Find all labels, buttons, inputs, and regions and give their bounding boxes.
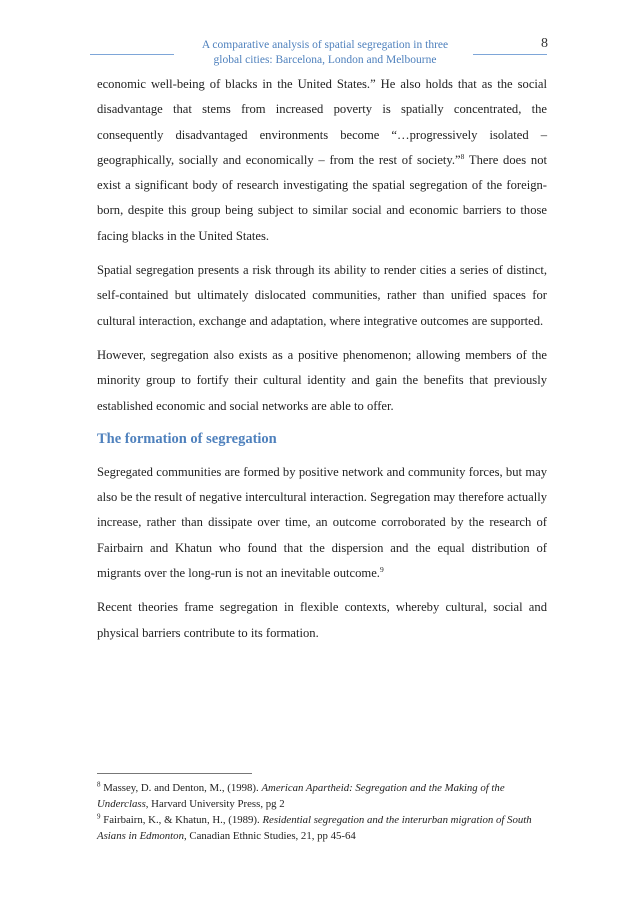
page-number: 8 (541, 36, 548, 51)
footnote-separator (97, 773, 252, 774)
footnote-8 (97, 781, 552, 812)
running-header (180, 38, 470, 68)
paragraph-3: However, segregation also exists as a positive phenomenon; allowing members of the minority group to fortify their cultural identity and gain the benefits that previously established economic and social networks are able to offer. (97, 347, 547, 413)
footnotes (97, 781, 552, 845)
running-header-line-2: global cities: Barcelona, London and Melbourne (213, 54, 437, 66)
footnote-publisher: , Harvard University Press, pg 2 (145, 797, 285, 810)
paragraph-4 (97, 460, 547, 586)
paragraph-1-text: economic well-being of blacks in the United States.” He also holds that as the social disadvantage that stems from increased poverty is spatially concentrated, the consequently disadvantaged environments become “…progressively isolated – geographically, socially and economically – from the rest of society.” (97, 77, 547, 167)
footnote-number: 9 (97, 812, 101, 821)
footnote-number: 8 (97, 780, 101, 789)
footnote-ref-9[interactable]: 9 (379, 564, 384, 574)
header-rule-left (90, 54, 174, 55)
footnote-ref-8[interactable]: 8 (460, 151, 465, 161)
footnote-9 (97, 813, 552, 844)
footnote-publisher: , Canadian Ethnic Studies, 21, pp 45-64 (183, 829, 356, 842)
header-rule-right (473, 54, 547, 55)
running-header-line-1: A comparative analysis of spatial segregation in three (201, 39, 449, 51)
section-heading: The formation of segregation (97, 430, 277, 447)
page-body (97, 72, 547, 655)
footnote-title: Residential segregation and the interurban migration of South Asians in Edmonton (97, 814, 532, 842)
paragraph-5: Recent theories frame segregation in flexible contexts, whereby cultural, social and physical barriers contribute to its formation. (97, 600, 547, 640)
paragraph-1 (97, 72, 547, 249)
footnote-authors: Fairbairn, K., & Khatun, H., (1989). (100, 814, 263, 826)
paragraph-2: Spatial segregation presents a risk through its ability to render cities a series of distinct, self-contained but ultimately dislocated communities, rather than unified spaces for cultural interaction, exchange and adaptation, where integrative outcomes are supported. (97, 263, 547, 328)
paragraph-4-text: Segregated communities are formed by positive network and community forces, but may also be the result of negative intercultural interaction. Segregation may therefore actually increase, rather than dissipate over time, an outcome corroborated by the research of Fairbairn and Khatun who found that the dispersion and the equal distribution of migrants over the long-run is not an inevitable outcome. (97, 464, 547, 581)
footnote-authors: Massey, D. and Denton, M., (1998). (100, 782, 262, 794)
footnote-title: American Apartheid: Segregation and the Making of the Underclass (97, 782, 505, 810)
paragraph-1-tail: There does not exist a significant body of research investigating the spatial segregation of the foreign-born, despite this group being subject to similar social and economic barriers to those facing blacks in the United States. (97, 152, 547, 243)
